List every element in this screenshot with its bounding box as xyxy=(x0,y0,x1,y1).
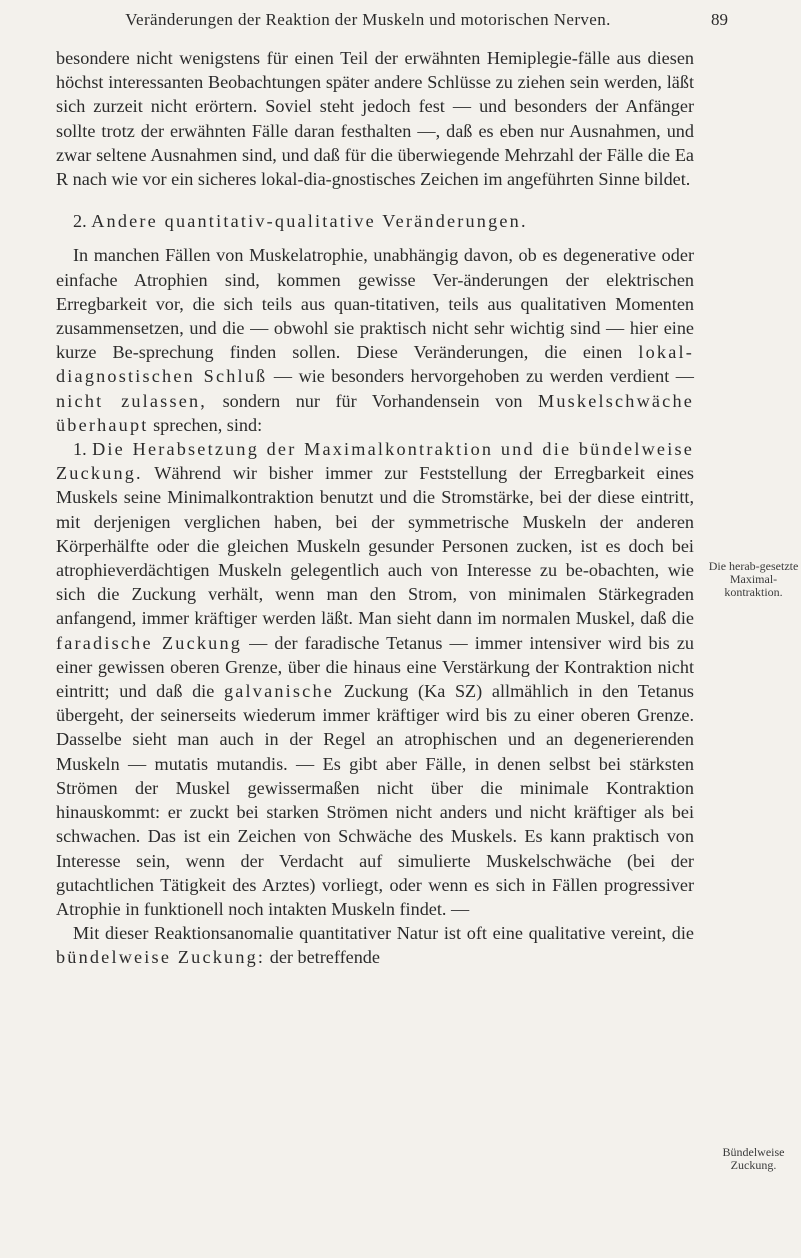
page-number: 89 xyxy=(711,10,728,29)
text-run: sondern nur für Vorhandensein von xyxy=(222,390,523,411)
item-number: 1. xyxy=(73,439,87,460)
emphasis-text: nicht zulassen, xyxy=(56,390,208,411)
item-heading: Die Herabsetzung der Maximalkontraktion und die bündelweise Zuckung. xyxy=(56,439,694,484)
section-heading-number: 2. xyxy=(73,211,87,232)
text-run: Während wir bisher immer zur Feststellung der Erregbarkeit eines Muskels seine Minimalkontraktion benutzt und die Stromstärke, bei der diese eintritt, mit derjenigen verglichen haben, bei der symmetrische Muskeln der anderen Körperhälfte oder die gleichen Muskeln gesunder Personen zucken, ist es doch bei atrophieverdächtigen Muskeln gelegentlich auch von Interesse zu be-obachten, wie sich die Zuckung verhält, wenn man den Strom, von minimalen Stärkegraden anfangend, immer kräftiger werden läßt. Man sieht dann im normalen Muskel, daß die xyxy=(56,463,694,629)
text-run: der betreffende xyxy=(269,947,380,968)
margin-note-maximal-contraction: Die herab-gesetzte Maximal-kontraktion. xyxy=(708,559,799,599)
main-text-column xyxy=(56,46,694,970)
paragraph-continuation: besondere nicht wenigstens für einen Teil der erwähnten Hemiplegie-fälle aus diesen höchst interessanten Beobachtungen später andere Schlüsse zu ziehen sein werden, läßt sich zurzeit nicht erörtern. Soviel steht jedoch fest — und besonders der Anfänger sollte trotz der erwähnten Fälle daran festhalten —, daß es eben nur Ausnahmen, und zwar seltene Ausnahmen sind, und daß für die überwiegende Mehrzahl der Fälle die Ea R nach wie vor ein sicheres lokal-dia-gnostisches Zeichen im angeführten Sinne bildet. xyxy=(56,48,694,190)
text-run: — der faradische Tetanus — immer intensiver wird bis zu einer gewissen oberen Grenze, über die hinaus eine Verstärkung der Kontraktion nicht eintritt; und daß die xyxy=(56,632,694,702)
paragraph-item-1 xyxy=(56,437,694,921)
margin-note-bundle-twitch: Bündelweise Zuckung. xyxy=(722,1145,785,1172)
running-header xyxy=(0,4,801,38)
emphasis-text: Muskelschwäche überhaupt xyxy=(56,390,695,435)
paragraph-intro xyxy=(56,243,694,437)
running-head-title: Veränderungen der Reaktion der Muskeln und motorischen Nerven. xyxy=(125,10,611,29)
section-heading-text: Andere quantitativ-qualitative Veränderungen. xyxy=(91,211,528,232)
text-run: In manchen Fällen von Muskelatrophie, unabhängig davon, ob es degenerative oder einfache Atrophien sind, kommen gewisse Ver-änderungen der elektrischen Erregbarkeit vor, die sich teils aus quan-titativen, teils aus qualitativen Momenten zusammensetzen, und die — obwohl sie praktisch nicht sehr wichtig sind — hier eine kurze Be-sprechung finden sollen. Diese Veränderungen, die einen xyxy=(56,245,694,363)
section-heading xyxy=(56,209,694,233)
emphasis-text: faradische Zuckung xyxy=(56,632,243,653)
text-run: Zuckung (Ka SZ) allmählich in den Tetanus übergeht, der seinerseits wiederum immer kräftiger wird bis zu einer oberen Grenze. Dasselbe sieht man auch in der Regel an atrophischen und an degenerierenden Muskeln — mutatis mutandis. — Es gibt aber Fälle, in denen selbst bei stärksten Strömen der Muskel gewissermaßen nicht über die minimale Kontraktion hinauskommt: er zuckt bei starken Strömen nicht anders und nicht kräftiger als bei schwachen. Das ist ein Zeichen von Schwäche des Muskels. Es kann praktisch von Interesse sein, wenn der Verdacht auf simulierte Muskelschwäche (bei der gutachtlichen Tätigkeit des Arztes) vorliegt, oder wenn es sich in Fällen progressiver Atrophie in funktionell noch intakten Muskeln findet. — xyxy=(56,681,695,919)
emphasis-text: lokal-diagnostischen Schluß xyxy=(56,342,695,387)
emphasis-text: galvanische xyxy=(223,681,335,702)
text-run: sprechen, sind: xyxy=(153,414,263,435)
emphasis-text: bündelweise Zuckung: xyxy=(56,947,266,968)
paragraph-bundle xyxy=(56,921,694,969)
text-run: — wie besonders hervorgehoben zu werden verdient — xyxy=(273,366,694,387)
text-run: Mit dieser Reaktionsanomalie quantitativer Natur ist oft eine qualitative vereint, die xyxy=(73,923,694,944)
